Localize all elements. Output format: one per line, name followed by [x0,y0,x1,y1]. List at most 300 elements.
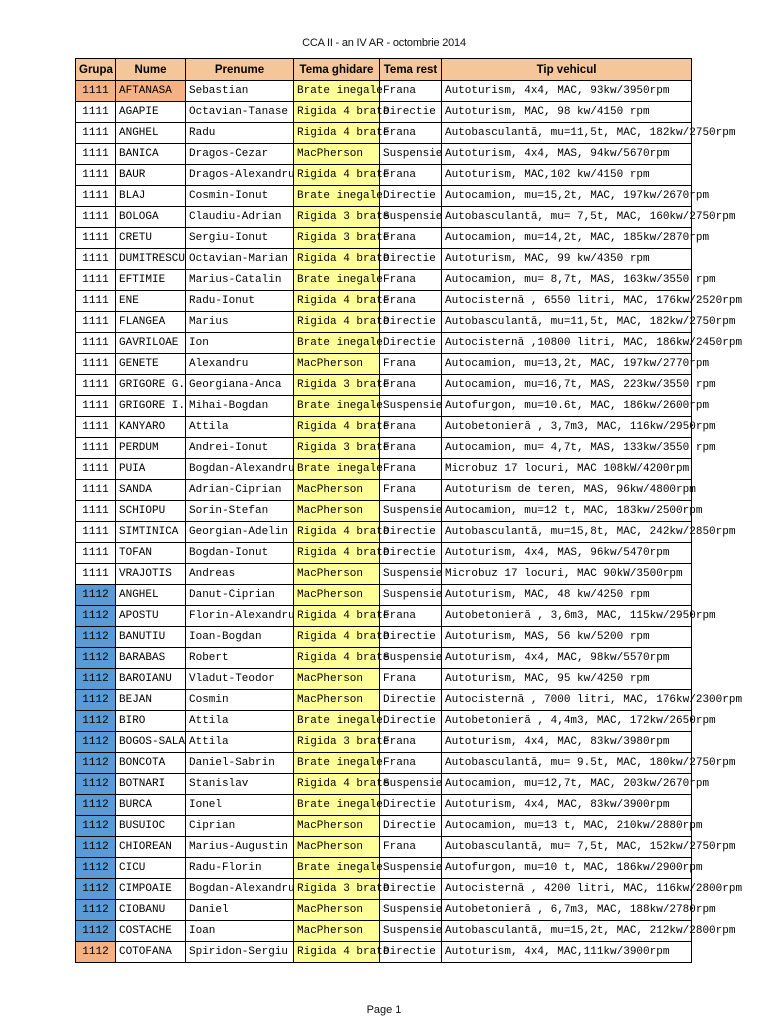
cell-tip-vehicul: Autocamion, mu=13 t, MAC, 210kw/2880rpm [442,816,692,837]
cell-grupa: 1111 [76,375,116,396]
cell-tip-vehicul: Autoturism, MAC, 98 kw/4150 rpm [442,102,692,123]
table-row [76,732,692,753]
cell-tema-ghidare: MacPherson [294,900,380,921]
cell-tema-rest: Frana [380,228,442,249]
table-row [76,774,692,795]
cell-tema-rest: Directie [380,795,442,816]
cell-nume: BANUTIU [116,627,186,648]
cell-tema-rest: Frana [380,753,442,774]
table-row [76,480,692,501]
header-tema-rest: Tema rest [380,59,442,81]
cell-nume: BARABAS [116,648,186,669]
cell-grupa: 1112 [76,795,116,816]
cell-tema-ghidare: Rigida 3 brate [294,375,380,396]
table-row [76,585,692,606]
table-row [76,606,692,627]
cell-nume: BOTNARI [116,774,186,795]
cell-tip-vehicul: Autoturism, MAC, 48 kw/4250 rpm [442,585,692,606]
cell-prenume: Stanislav [186,774,294,795]
cell-nume: PUIA [116,459,186,480]
cell-grupa: 1111 [76,312,116,333]
cell-nume: GAVRILOAE [116,333,186,354]
cell-prenume: Attila [186,732,294,753]
cell-grupa: 1111 [76,249,116,270]
cell-grupa: 1112 [76,648,116,669]
cell-tema-rest: Directie [380,522,442,543]
cell-prenume: Andrei-Ionut [186,438,294,459]
header-nume: Nume [116,59,186,81]
cell-nume: BLAJ [116,186,186,207]
cell-nume: BEJAN [116,690,186,711]
cell-tip-vehicul: Autoturism de teren, MAS, 96kw/4800rpm [442,480,692,501]
cell-prenume: Cosmin [186,690,294,711]
table-row [76,942,692,963]
cell-tema-rest: Frana [380,669,442,690]
cell-tip-vehicul: Autobetonieră , 3,6m3, MAC, 115kw/2950rpm [442,606,692,627]
table-row [76,648,692,669]
header-tip-vehicul: Tip vehicul [442,59,692,81]
cell-tema-ghidare: Rigida 3 brate [294,438,380,459]
cell-grupa: 1111 [76,186,116,207]
cell-tema-ghidare: Rigida 4 brate [294,606,380,627]
cell-grupa: 1112 [76,921,116,942]
cell-tip-vehicul: Autocisternă , 4200 litri, MAC, 116kw/2800rpm [442,879,692,900]
cell-tema-rest: Suspensie [380,900,442,921]
cell-tip-vehicul: Autoturism, 4x4, MAS, 96kw/5470rpm [442,543,692,564]
cell-nume: COTOFANA [116,942,186,963]
cell-tema-ghidare: Brate inegale [294,186,380,207]
cell-tip-vehicul: Autocisternă ,10800 litri, MAC, 186kw/2450rpm [442,333,692,354]
cell-prenume: Attila [186,417,294,438]
cell-grupa: 1111 [76,270,116,291]
cell-prenume: Radu-Ionut [186,291,294,312]
cell-grupa: 1111 [76,123,116,144]
cell-grupa: 1112 [76,669,116,690]
cell-prenume: Octavian-Marian [186,249,294,270]
cell-tema-ghidare: Rigida 4 brate [294,522,380,543]
cell-tema-rest: Frana [380,837,442,858]
cell-grupa: 1111 [76,333,116,354]
table-row [76,501,692,522]
table-row [76,375,692,396]
cell-tip-vehicul: Autoturism, 4x4, MAC, 93kw/3950rpm [442,81,692,102]
table-row [76,354,692,375]
cell-nume: BANICA [116,144,186,165]
cell-tip-vehicul: Autoturism, MAC, 95 kw/4250 rpm [442,669,692,690]
cell-tip-vehicul: Autocamion, mu=15,2t, MAC, 197kw/2670rpm [442,186,692,207]
table-row [76,795,692,816]
table-row [76,333,692,354]
cell-prenume: Sergiu-Ionut [186,228,294,249]
cell-tip-vehicul: Autoturism, MAC, 99 kw/4350 rpm [442,249,692,270]
cell-grupa: 1111 [76,396,116,417]
cell-tema-rest: Suspensie [380,207,442,228]
table-row [76,438,692,459]
table-row [76,711,692,732]
cell-nume: AFTANASA [116,81,186,102]
cell-tema-rest: Frana [380,417,442,438]
cell-nume: CIOBANU [116,900,186,921]
cell-tema-rest: Directie [380,879,442,900]
cell-tema-ghidare: Rigida 4 brate [294,774,380,795]
cell-nume: EFTIMIE [116,270,186,291]
cell-tip-vehicul: Autoturism, 4x4, MAC, 83kw/3900rpm [442,795,692,816]
cell-tema-ghidare: Brate inegale [294,81,380,102]
table-row [76,669,692,690]
cell-prenume: Radu [186,123,294,144]
cell-prenume: Attila [186,711,294,732]
cell-prenume: Ioan [186,921,294,942]
cell-nume: VRAJOTIS [116,564,186,585]
cell-prenume: Ciprian [186,816,294,837]
cell-prenume: Robert [186,648,294,669]
cell-prenume: Cosmin-Ionut [186,186,294,207]
table-row [76,102,692,123]
cell-grupa: 1111 [76,102,116,123]
cell-grupa: 1112 [76,816,116,837]
cell-tema-rest: Frana [380,459,442,480]
table-row [76,459,692,480]
cell-tema-rest: Directie [380,942,442,963]
cell-prenume: Dragos-Alexandru [186,165,294,186]
cell-prenume: Dragos-Cezar [186,144,294,165]
cell-tip-vehicul: Autobasculantă, mu= 7,5t, MAC, 152kw/2750rpm [442,837,692,858]
cell-grupa: 1112 [76,606,116,627]
table-row [76,165,692,186]
table-row [76,312,692,333]
cell-nume: ANGHEL [116,585,186,606]
cell-tip-vehicul: Autoturism, 4x4, MAC, 98kw/5570rpm [442,648,692,669]
table-row [76,900,692,921]
cell-prenume: Sebastian [186,81,294,102]
cell-tema-rest: Directie [380,543,442,564]
student-table [75,58,743,963]
cell-prenume: Alexandru [186,354,294,375]
cell-tema-ghidare: Brate inegale [294,396,380,417]
cell-nume: CICU [116,858,186,879]
cell-tema-ghidare: Brate inegale [294,858,380,879]
table-row [76,837,692,858]
cell-tema-ghidare: MacPherson [294,501,380,522]
table-row [76,921,692,942]
cell-nume: ANGHEL [116,123,186,144]
table-row [76,123,692,144]
cell-nume: BAUR [116,165,186,186]
cell-tip-vehicul: Autofurgon, mu=10.6t, MAC, 186kw/2600rpm [442,396,692,417]
cell-tip-vehicul: Autobasculantă, mu=11,5t, MAC, 182kw/2750rpm [442,312,692,333]
cell-tema-ghidare: Rigida 4 brate [294,648,380,669]
cell-tema-rest: Suspensie [380,774,442,795]
cell-nume: GENETE [116,354,186,375]
table-row [76,816,692,837]
cell-prenume: Claudiu-Adrian [186,207,294,228]
table-row [76,81,692,102]
cell-tema-rest: Frana [380,375,442,396]
cell-tema-ghidare: Rigida 4 brate [294,291,380,312]
cell-grupa: 1112 [76,837,116,858]
cell-tema-rest: Suspensie [380,564,442,585]
cell-tema-rest: Directie [380,102,442,123]
table-row [76,564,692,585]
cell-prenume: Daniel-Sabrin [186,753,294,774]
cell-nume: SIMTINICA [116,522,186,543]
cell-grupa: 1112 [76,879,116,900]
cell-nume: APOSTU [116,606,186,627]
cell-tema-ghidare: MacPherson [294,690,380,711]
cell-tema-ghidare: Rigida 3 brate [294,228,380,249]
cell-prenume: Georgian-Adelin [186,522,294,543]
cell-grupa: 1111 [76,522,116,543]
cell-nume: BAROIANU [116,669,186,690]
table-row [76,690,692,711]
cell-tip-vehicul: Microbuz 17 locuri, MAC 90kW/3500rpm [442,564,692,585]
cell-nume: BUSUIOC [116,816,186,837]
cell-tema-rest: Frana [380,291,442,312]
cell-tema-ghidare: Rigida 4 brate [294,102,380,123]
table-row [76,417,692,438]
cell-tema-ghidare: Rigida 4 brate [294,123,380,144]
cell-grupa: 1112 [76,585,116,606]
cell-grupa: 1112 [76,753,116,774]
cell-prenume: Bogdan-Alexandru [186,879,294,900]
cell-tip-vehicul: Autocisternă , 6550 litri, MAC, 176kw/2520rpm [442,291,692,312]
cell-tema-ghidare: MacPherson [294,669,380,690]
cell-prenume: Marius [186,312,294,333]
cell-nume: PERDUM [116,438,186,459]
cell-nume: SANDA [116,480,186,501]
cell-grupa: 1112 [76,690,116,711]
table-row [76,207,692,228]
cell-tip-vehicul: Autocisternă , 7000 litri, MAC, 176kw/2300rpm [442,690,692,711]
cell-tema-ghidare: MacPherson [294,585,380,606]
cell-prenume: Georgiana-Anca [186,375,294,396]
cell-prenume: Spiridon-Sergiu [186,942,294,963]
cell-tema-rest: Frana [380,123,442,144]
cell-nume: TOFAN [116,543,186,564]
cell-tip-vehicul: Autoturism, MAS, 56 kw/5200 rpm [442,627,692,648]
cell-tip-vehicul: Autobetonieră , 4,4m3, MAC, 172kw/2650rpm [442,711,692,732]
cell-tip-vehicul: Autocamion, mu=14,2t, MAC, 185kw/2870rpm [442,228,692,249]
cell-grupa: 1111 [76,354,116,375]
cell-nume: DUMITRESCU [116,249,186,270]
cell-tema-ghidare: Brate inegale [294,459,380,480]
cell-grupa: 1111 [76,564,116,585]
cell-grupa: 1112 [76,774,116,795]
cell-grupa: 1112 [76,627,116,648]
cell-prenume: Bogdan-Ionut [186,543,294,564]
cell-tema-rest: Directie [380,711,442,732]
cell-tip-vehicul: Autobetonieră , 3,7m3, MAC, 116kw/2950rpm [442,417,692,438]
cell-tip-vehicul: Autoturism, 4x4, MAC,111kw/3900rpm [442,942,692,963]
cell-tip-vehicul: Autoturism, 4x4, MAS, 94kw/5670rpm [442,144,692,165]
cell-tema-ghidare: Brate inegale [294,270,380,291]
cell-tip-vehicul: Autocamion, mu= 8,7t, MAS, 163kw/3550 rpm [442,270,692,291]
cell-grupa: 1112 [76,858,116,879]
cell-prenume: Vladut-Teodor [186,669,294,690]
table-row [76,543,692,564]
cell-tema-rest: Suspensie [380,648,442,669]
cell-tema-ghidare: Rigida 4 brate [294,417,380,438]
cell-tip-vehicul: Autobetonieră , 6,7m3, MAC, 188kw/2780rpm [442,900,692,921]
cell-tema-rest: Suspensie [380,501,442,522]
cell-nume: AGAPIE [116,102,186,123]
cell-prenume: Ioan-Bogdan [186,627,294,648]
cell-prenume: Radu-Florin [186,858,294,879]
cell-prenume: Danut-Ciprian [186,585,294,606]
cell-tema-ghidare: Rigida 3 brate [294,879,380,900]
cell-tema-rest: Directie [380,816,442,837]
cell-grupa: 1111 [76,501,116,522]
cell-tema-ghidare: Brate inegale [294,711,380,732]
cell-tema-ghidare: Rigida 4 brate [294,543,380,564]
cell-grupa: 1111 [76,459,116,480]
cell-tema-ghidare: MacPherson [294,921,380,942]
cell-nume: BURCA [116,795,186,816]
cell-prenume: Marius-Augustin [186,837,294,858]
cell-tema-rest: Directie [380,690,442,711]
cell-tema-ghidare: MacPherson [294,816,380,837]
cell-tip-vehicul: Autocamion, mu=12 t, MAC, 183kw/2500rpm [442,501,692,522]
cell-tema-ghidare: MacPherson [294,564,380,585]
cell-grupa: 1111 [76,207,116,228]
cell-grupa: 1111 [76,144,116,165]
cell-tema-rest: Suspensie [380,921,442,942]
cell-tema-rest: Directie [380,312,442,333]
cell-prenume: Bogdan-Alexandru [186,459,294,480]
cell-grupa: 1111 [76,165,116,186]
cell-nume: BONCOTA [116,753,186,774]
cell-tema-ghidare: Rigida 4 brate [294,165,380,186]
table-row [76,186,692,207]
table-row [76,144,692,165]
page-title: CCA II - an IV AR - octombrie 2014 [302,37,466,49]
header-tema-ghidare: Tema ghidare [294,59,380,81]
cell-grupa: 1111 [76,480,116,501]
cell-nume: CHIOREAN [116,837,186,858]
cell-nume: KANYARO [116,417,186,438]
cell-grupa: 1111 [76,81,116,102]
cell-tema-ghidare: Rigida 3 brate [294,207,380,228]
cell-tema-rest: Frana [380,354,442,375]
cell-tema-rest: Frana [380,165,442,186]
header-row [76,59,692,81]
cell-prenume: Ion [186,333,294,354]
cell-prenume: Florin-Alexandru [186,606,294,627]
cell-tip-vehicul: Autobasculantă, mu= 9.5t, MAC, 180kw/2750rpm [442,753,692,774]
cell-tip-vehicul: Autobasculantă, mu=15,2t, MAC, 212kw/2800rpm [442,921,692,942]
table-row [76,858,692,879]
cell-nume: BOLOGA [116,207,186,228]
cell-nume: BOGOS-SALA [116,732,186,753]
table-row [76,291,692,312]
cell-prenume: Daniel [186,900,294,921]
cell-prenume: Adrian-Ciprian [186,480,294,501]
cell-tema-ghidare: MacPherson [294,144,380,165]
cell-tip-vehicul: Autocamion, mu=16,7t, MAS, 223kw/3550 rpm [442,375,692,396]
cell-tema-rest: Frana [380,81,442,102]
cell-nume: BIRO [116,711,186,732]
cell-tip-vehicul: Autoturism, MAC,102 kw/4150 rpm [442,165,692,186]
cell-grupa: 1111 [76,291,116,312]
cell-tema-ghidare: Rigida 4 brate [294,312,380,333]
cell-tema-rest: Frana [380,480,442,501]
cell-tip-vehicul: Microbuz 17 locuri, MAC 108kW/4200rpm [442,459,692,480]
cell-grupa: 1112 [76,711,116,732]
table-row [76,753,692,774]
page-footer: Page 1 [366,1004,402,1016]
cell-tip-vehicul: Autofurgon, mu=10 t, MAC, 186kw/2900rpm [442,858,692,879]
cell-tip-vehicul: Autocamion, mu= 4,7t, MAS, 133kw/3550 rpm [442,438,692,459]
table-row [76,522,692,543]
cell-nume: GRIGORE I. [116,396,186,417]
cell-grupa: 1111 [76,543,116,564]
cell-prenume: Marius-Catalin [186,270,294,291]
cell-tema-ghidare: Rigida 4 brate [294,249,380,270]
header-prenume: Prenume [186,59,294,81]
cell-tema-rest: Directie [380,186,442,207]
cell-tema-ghidare: Rigida 4 brate [294,942,380,963]
table-row [76,879,692,900]
cell-nume: SCHIOPU [116,501,186,522]
cell-grupa: 1111 [76,417,116,438]
table-row [76,270,692,291]
cell-prenume: Mihai-Bogdan [186,396,294,417]
cell-tip-vehicul: Autoturism, 4x4, MAC, 83kw/3980rpm [442,732,692,753]
cell-tema-rest: Suspensie [380,144,442,165]
cell-tema-ghidare: MacPherson [294,480,380,501]
cell-tip-vehicul: Autocamion, mu=12,7t, MAC, 203kw/2670rpm [442,774,692,795]
table-row [76,627,692,648]
cell-tema-rest: Frana [380,606,442,627]
cell-tema-rest: Frana [380,270,442,291]
table-row [76,249,692,270]
cell-tema-rest: Directie [380,627,442,648]
cell-tema-rest: Suspensie [380,396,442,417]
cell-nume: CIMPOAIE [116,879,186,900]
cell-tema-rest: Frana [380,438,442,459]
cell-tema-ghidare: Rigida 4 brate [294,627,380,648]
cell-grupa: 1111 [76,228,116,249]
cell-prenume: Octavian-Tanase [186,102,294,123]
cell-tema-ghidare: Brate inegale [294,333,380,354]
cell-tema-ghidare: Brate inegale [294,753,380,774]
cell-nume: FLANGEA [116,312,186,333]
cell-grupa: 1111 [76,438,116,459]
cell-nume: CRETU [116,228,186,249]
cell-prenume: Andreas [186,564,294,585]
cell-tema-rest: Frana [380,732,442,753]
cell-tip-vehicul: Autobasculantă, mu=15,8t, MAC, 242kw/2850rpm [442,522,692,543]
cell-tema-ghidare: MacPherson [294,837,380,858]
cell-grupa: 1112 [76,942,116,963]
cell-tip-vehicul: Autobasculantă, mu= 7,5t, MAC, 160kw/2750rpm [442,207,692,228]
cell-nume: ENE [116,291,186,312]
cell-nume: GRIGORE G. [116,375,186,396]
cell-tema-ghidare: MacPherson [294,354,380,375]
cell-prenume: Ionel [186,795,294,816]
cell-tip-vehicul: Autobasculantă, mu=11,5t, MAC, 182kw/2750rpm [442,123,692,144]
cell-tema-rest: Suspensie [380,585,442,606]
cell-grupa: 1112 [76,900,116,921]
cell-nume: COSTACHE [116,921,186,942]
cell-tema-rest: Suspensie [380,858,442,879]
cell-prenume: Sorin-Stefan [186,501,294,522]
cell-tip-vehicul: Autocamion, mu=13,2t, MAC, 197kw/2770rpm [442,354,692,375]
header-grupa: Grupa [76,59,116,81]
cell-tema-ghidare: Brate inegale [294,795,380,816]
table-row [76,228,692,249]
cell-tema-rest: Directie [380,333,442,354]
